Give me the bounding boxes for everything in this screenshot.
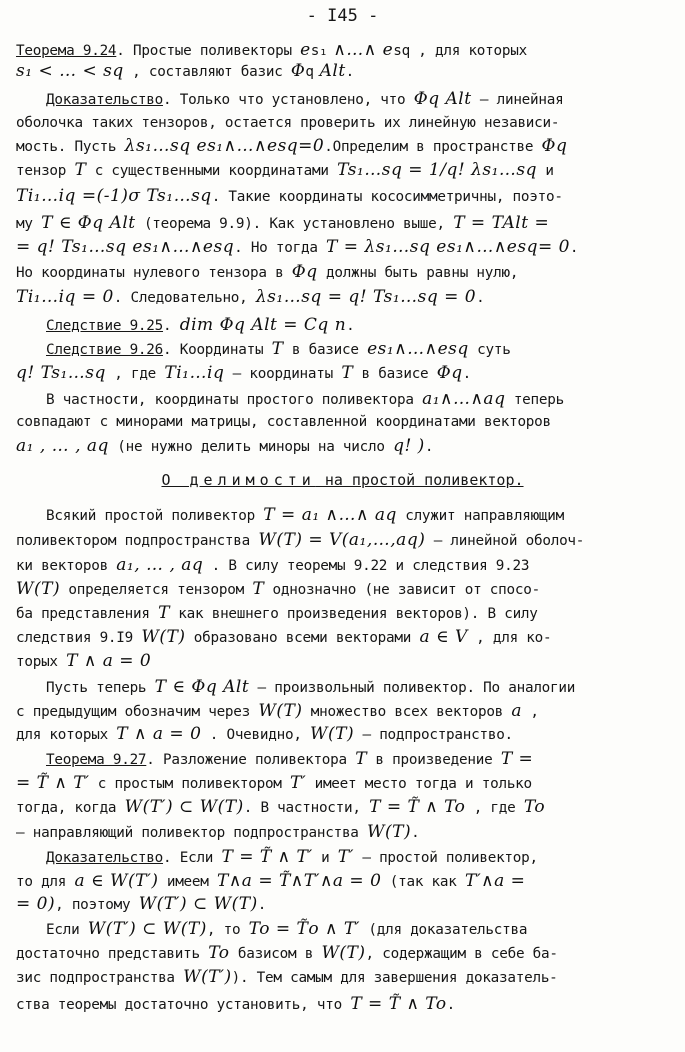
heading-label: Следствие 9.26 [46,342,164,358]
math-fragment: W(T) [141,627,186,647]
text-fragment: то для [16,874,75,890]
text-fragment: , содержащим в себе ба- [365,946,558,962]
math-fragment: q Alt [92,213,136,233]
math-fragment: i₁…iq [176,363,225,383]
math-fragment: T ∈ Φ [154,677,206,697]
text-fragment: теперь [505,392,564,408]
math-fragment: q Alt [428,89,472,109]
math-fragment: ∧…∧ e [327,40,394,60]
math-fragment: λ [124,136,136,156]
text-fragment: с предыдущим обозначим через [16,704,259,720]
math-fragment: ∧…∧e [394,339,449,359]
text-fragment: . Но тогда [234,240,327,256]
text-fragment: ба представления [16,606,159,622]
text-fragment: – подпространство. [354,727,513,743]
math-fragment: s₁…sq [482,160,538,180]
math-fragment: s₁…sq [157,186,212,206]
math-fragment: W(T′) [183,967,232,987]
math-fragment: o [308,919,320,939]
text-fragment: совпадают с минорами матрицы, составленной координатами векторов [16,414,551,430]
math-fragment: a ∈ V [419,627,468,647]
math-fragment: a₁∧…∧a [422,389,495,409]
math-fragment: q [406,530,419,550]
math-fragment: q [385,505,397,525]
math-fragment: a₁, … , a [116,555,192,575]
heading-label: Теорема 9.27 [46,752,147,768]
heading-label: Доказательство [46,850,164,866]
math-fragment: W(T) [16,579,61,599]
math-fragment: ∧…∧e [463,237,518,257]
text-line [16,943,671,965]
text-fragment: базисом в [229,946,322,962]
math-fragment: s₁…sq [51,363,106,383]
math-fragment: sq [517,237,538,257]
math-fragment: q [451,363,463,383]
math-fragment: W(T′) ⊂ W(T) [124,797,244,817]
text-fragment: . [569,240,579,256]
text-fragment: тензор [16,163,75,179]
math-fragment: λ [255,287,268,307]
text-fragment: , то [206,922,249,938]
math-fragment: T [341,363,354,383]
text-fragment: q [401,43,410,59]
math-fragment: = 0 [75,287,114,307]
math-fragment: λ [465,160,483,180]
math-fragment: T′ [290,773,307,793]
text-line [16,136,671,158]
math-fragment: ∧…∧e [159,237,214,257]
math-fragment: Alt [313,61,346,81]
math-fragment: q [97,436,109,456]
text-fragment: – простой поливектор, [354,850,538,866]
text-line [16,701,671,723]
text-fragment: , поэтому [55,897,139,913]
math-fragment: T [337,160,348,180]
math-fragment: i₁…iq [27,287,76,307]
math-fragment: =(-1) [75,186,129,206]
text-line [16,894,671,916]
text-fragment: – произвольный поливектор. По аналогии [249,680,576,696]
math-fragment: = [528,213,550,233]
text-fragment: . [346,318,355,334]
text-fragment: оболочка таких тензоров, остается проверить их линейную независи- [16,115,560,131]
text-fragment: . Если [163,850,222,866]
math-fragment: o [218,943,230,963]
text-line [16,287,671,309]
math-fragment: = 0) [16,894,56,914]
text-fragment: достаточно представить [16,946,209,962]
text-fragment: ки векторов [16,558,117,574]
text-fragment: поливектором подпространства [16,533,259,549]
math-fragment: 1/q! [428,160,466,180]
heading-label: Теорема 9.24 [16,43,117,59]
math-fragment: s₁…sq [135,136,191,156]
math-fragment: sq [448,339,469,359]
text-line [46,389,671,411]
text-fragment: следствия 9.I9 [16,630,142,646]
text-fragment: ). Тем самым для завершения доказатель- [231,970,558,986]
text-line [46,919,671,941]
text-fragment: (теорема 9.9). Как установлено выше, [135,216,454,232]
math-fragment: sq [277,136,299,156]
text-line [16,412,671,433]
text-fragment: имеем [158,874,217,890]
math-fragment: i₁…iq [27,186,76,206]
math-fragment: dim Φ [179,315,235,335]
math-fragment: T [164,363,177,383]
text-fragment: , для которых [409,43,527,59]
text-fragment: Всякий простой поливектор [46,508,264,524]
text-fragment: . Простые поливекторы [116,43,301,59]
math-fragment: T ∧ a = 0 [116,724,202,744]
math-fragment: T = T̃ ∧ T [369,797,455,817]
text-line [46,315,671,337]
text-fragment: , [522,704,539,720]
math-fragment: e [367,339,378,359]
math-fragment: q [306,262,318,282]
math-fragment: sq [213,237,235,257]
math-fragment: T ∧ a = 0 [66,651,152,671]
text-fragment: с простым поливектором [89,776,291,792]
text-fragment: (для доказательства [360,922,528,938]
text-fragment: для которых [16,727,117,743]
text-fragment: должны быть равны нулю, [317,265,519,281]
math-fragment: Φ [290,61,306,81]
math-fragment: a ∈ W(T′) [74,871,159,891]
text-line [16,160,671,182]
math-fragment: e [300,40,311,60]
text-fragment: . Такие координаты кососимметричны, поэто- [211,189,563,205]
text-fragment: q [305,64,314,80]
text-line [16,40,671,62]
math-fragment: Alt [502,213,529,233]
math-fragment: s₁…sq [383,287,439,307]
math-fragment: q Alt [234,315,278,335]
text-fragment: однозначно (не зависит от спосо- [264,582,540,598]
heading-label: Следствие 9.25 [46,318,164,334]
text-line [16,237,671,259]
math-fragment: T = T [453,213,503,233]
text-fragment: суть [468,342,511,358]
text-line [16,262,671,284]
text-fragment: (так как [381,874,465,890]
page-number: - I45 - [306,6,379,26]
text-fragment: мость. Пусть [16,139,125,155]
text-fragment: . В силу теоремы 9.22 и следствия 9.23 [203,558,530,574]
text-fragment: , где [465,800,524,816]
math-fragment: = C [277,315,318,335]
math-fragment: T′∧a = [464,871,526,891]
math-fragment: q [555,136,568,156]
text-fragment: . Разложение поливектора [146,752,356,768]
section-title [0,471,685,489]
math-fragment: =0 [298,136,325,156]
text-fragment: служит направляющим [396,508,565,524]
math-fragment: ) [418,530,426,550]
text-fragment: – координаты [224,366,342,382]
math-fragment: T = [500,749,534,769]
math-fragment: T [16,186,28,206]
text-fragment: и [537,163,554,179]
math-fragment: W(T) [310,724,355,744]
text-line [46,677,671,699]
text-line [16,530,671,552]
math-fragment: q Alt [205,677,250,697]
math-fragment: q n [317,315,347,335]
text-fragment: Если [46,922,88,938]
text-fragment: зис подпространства [16,970,184,986]
math-fragment: q! ) [393,436,425,456]
text-fragment: множество всех векторов [302,704,512,720]
math-fragment: = q! T [16,237,72,257]
text-line [16,773,671,795]
math-fragment: s₁…sq [347,160,403,180]
text-line [16,186,671,208]
math-fragment: W(T′) ⊂ W(T) [87,919,207,939]
math-fragment: T = T̃ ∧ T′ [221,847,313,867]
math-fragment: T [355,749,368,769]
math-fragment: s₁…sq [267,287,322,307]
math-fragment: s₁ [377,339,395,359]
math-fragment: Φ [291,262,307,282]
text-fragment: в базисе [353,366,437,382]
math-fragment: Φ [413,89,429,109]
math-fragment: e [430,237,447,257]
math-fragment: T [208,943,219,963]
text-line [46,339,671,361]
math-fragment: o [259,919,270,939]
text-fragment: . [462,366,471,382]
text-fragment: Пусть теперь [46,680,155,696]
text-line [16,822,671,844]
text-fragment: . [424,439,434,455]
text-line [16,871,671,893]
math-fragment: T [74,160,87,180]
text-line [46,749,671,771]
heading-label: Доказательство [46,92,164,108]
text-fragment: му [16,216,42,232]
text-line [16,994,671,1016]
math-fragment: W(T) = V(a₁,…,a [258,530,407,550]
math-fragment: = T̃ [269,919,309,939]
math-fragment: s₁ [143,237,160,257]
math-fragment: s₁ [446,237,464,257]
text-fragment: – линейная [471,92,564,108]
text-line [16,436,671,458]
text-line [16,724,671,746]
text-fragment: имеет место тогда и только [306,776,532,792]
text-fragment: в произведение [367,752,501,768]
text-fragment: В частности, координаты простого поливектора [46,392,423,408]
math-fragment: T [158,603,170,623]
text-line [16,113,671,134]
math-fragment: s₁ < … < s [16,61,113,81]
math-fragment: q [494,389,506,409]
math-fragment: T [271,339,284,359]
text-line [16,61,671,83]
math-fragment: T = a₁ ∧…∧ a [263,505,386,525]
math-fragment: T = T̃ ∧ T [350,994,436,1014]
math-fragment: W(T) [258,701,303,721]
text-fragment: .Определим в пространстве [324,139,542,155]
math-fragment: o [454,797,466,817]
text-line [16,363,671,385]
math-fragment: T [140,186,158,206]
text-fragment: – линейной оболоч- [425,533,585,549]
text-fragment: в базисе [283,342,368,358]
math-fragment: = 0 [537,237,570,257]
text-fragment: . В частности, [243,800,370,816]
math-fragment: T ∈ Φ [41,213,93,233]
math-fragment: W(T) [321,943,366,963]
math-fragment: q [191,555,204,575]
text-fragment: торых [16,654,67,670]
math-fragment: s₁…sq [375,237,431,257]
math-fragment: = q! T [321,287,384,307]
math-fragment: T [252,579,265,599]
math-fragment: q [112,61,124,81]
math-fragment: T [523,797,535,817]
text-fragment: с существенными координатами [86,163,338,179]
math-fragment: s₁ [207,136,224,156]
text-line [16,651,671,673]
text-fragment: . Следовательно, [113,290,256,306]
text-fragment: . [446,997,455,1013]
math-fragment: = 0 [438,287,477,307]
text-line [46,847,671,869]
text-line [16,797,671,819]
text-line [16,603,671,625]
math-fragment: T∧a = T̃∧T′∧a = 0 [217,871,382,891]
text-fragment: s [393,43,402,59]
text-line [46,505,671,527]
math-fragment: ∧ T′ [319,919,361,939]
math-fragment: T [248,919,260,939]
text-fragment: Но координаты нулевого тензора в [16,265,292,281]
math-fragment: W(T) [367,822,412,842]
text-line [16,579,671,601]
math-fragment: e [190,136,208,156]
text-fragment: , составляют базис [123,64,291,80]
math-fragment: o [435,994,447,1014]
math-fragment: a₁ , … , a [16,436,98,456]
math-fragment: ∧…∧e [223,136,278,156]
math-fragment: Φ [541,136,556,156]
math-fragment: σ [128,186,141,206]
text-fragment: s₁ [310,43,328,59]
section-title-spaced: О делимости [161,471,316,489]
text-fragment: , для ко- [467,630,552,646]
math-fragment: e [126,237,143,257]
text-fragment: . [345,64,355,80]
text-fragment: . Очевидно, [201,727,311,743]
text-fragment: . Координаты [163,342,272,358]
text-fragment: . [163,318,180,334]
math-fragment: = T̃ ∧ T′ [16,773,90,793]
text-line [16,967,671,989]
text-fragment: – направляющий поливектор подпространства [16,825,368,841]
text-fragment: образовано всеми векторами [185,630,420,646]
text-fragment: определяется тензором [60,582,253,598]
math-fragment: T [16,287,28,307]
text-fragment: и [312,850,338,866]
text-fragment: . [476,290,485,306]
text-fragment: ства теоремы достаточно установить, что [16,997,351,1013]
math-fragment: T′ [337,847,354,867]
math-fragment: T = λ [326,237,376,257]
math-fragment: s₁…sq [71,237,127,257]
text-line [16,555,671,577]
math-fragment: W(T′) ⊂ W(T) [138,894,258,914]
text-line [16,627,671,649]
math-fragment: Φ [436,363,452,383]
math-fragment: a [511,701,523,721]
text-fragment: . [257,897,267,913]
text-fragment: тогда, когда [16,800,125,816]
text-line [16,213,671,235]
section-title-rest: на простой поливектор. [315,471,524,489]
text-fragment: как внешнего произведения векторов). В силу [169,606,538,622]
text-fragment: . Только что установлено, что [163,92,414,108]
math-fragment: o [534,797,546,817]
text-fragment: . [411,825,420,841]
text-fragment: , где [105,366,165,382]
math-fragment: = [402,160,429,180]
text-fragment: (не нужно делить миноры на число [108,439,394,455]
text-line [46,89,671,111]
math-fragment: q! T [16,363,52,383]
